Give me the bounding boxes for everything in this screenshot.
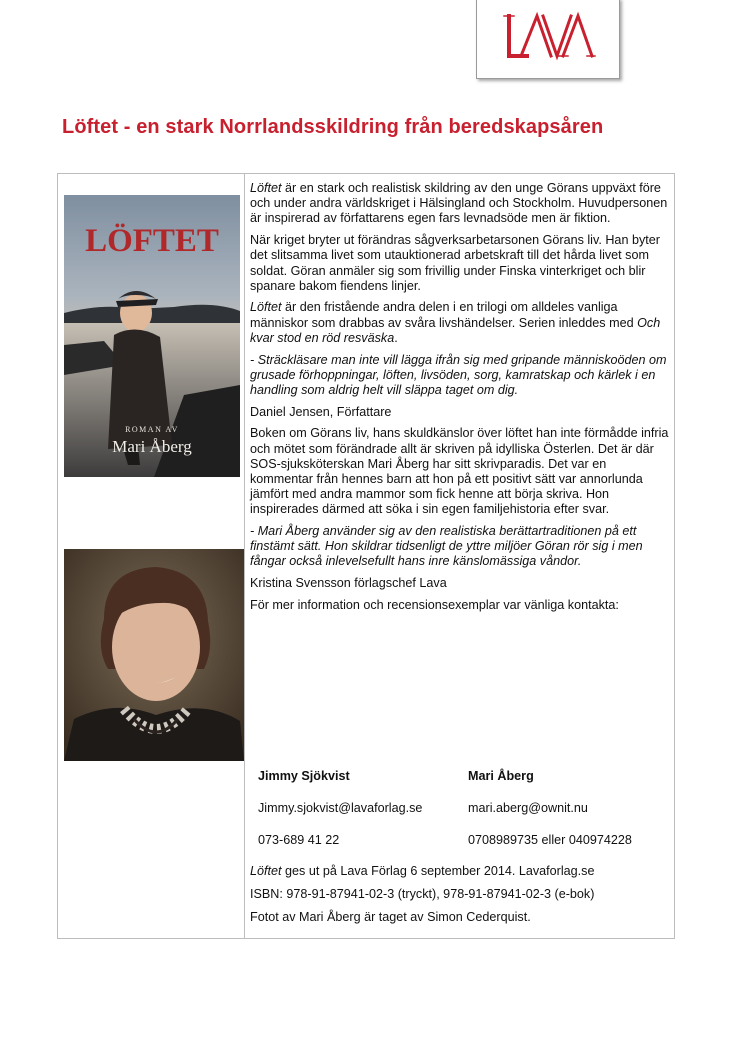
review-quote-2: - Mari Åberg använder sig av den realistiska berättartraditionen på ett finstämt sätt. Hon skildrar tidsenligt de yttre miljöer Göran rör sig i men fångar också inlevelsefullt hans inre känslomässiga våndor. bbox=[250, 524, 643, 569]
isbn-line: ISBN: 978-91-87941-02-3 (tryckt), 978-91-87941-02-3 (e-bok) bbox=[250, 887, 595, 902]
contact-email-left[interactable]: Jimmy.sjokvist@lavaforlag.se bbox=[258, 801, 423, 815]
paragraph-intro: Löftet är en stark och realistisk skildring av den unge Görans uppväxt före och under andra världskriget i Hälsingland och Stockholm. Huvudpersonen är inspirerad av författarens egen fars levnadsöde men är fiktion. bbox=[250, 181, 668, 226]
contact-phone-left: 073-689 41 22 bbox=[258, 833, 340, 847]
release-line: Löftet ges ut på Lava Förlag 6 september 2014. Lavaforlag.se bbox=[250, 864, 595, 878]
author-portrait bbox=[64, 549, 244, 761]
review-author-2: Kristina Svensson förlagschef Lava bbox=[250, 576, 447, 591]
lava-logo-icon bbox=[499, 8, 597, 64]
photo-credit: Fotot av Mari Åberg är taget av Simon Cederquist. bbox=[250, 910, 531, 925]
publisher-logo bbox=[476, 0, 620, 79]
review-author-1: Daniel Jensen, Författare bbox=[250, 404, 392, 419]
column-divider bbox=[244, 174, 245, 938]
contact-name-right: Mari Åberg bbox=[468, 769, 534, 783]
article-text bbox=[250, 181, 672, 620]
paragraph-author: Boken om Görans liv, hans skuldkänslor över löftet han inte förmådde infria och mötet som förändrade allt är skriven på idylliska Österlen. Det är där SOS-sjuksköterskan Mari Åberg har sitt skrivparadis. Det var en kommentar från hennes barn att hon på ett positivt sätt var annorlunda jämfört med andra mammor som fick henne att börja skriva. Hon inspirerades därmed att söka i sin egen familjehistoria efter svar. bbox=[250, 426, 669, 517]
contact-phone-right: 0708989735 eller 040974228 bbox=[468, 833, 632, 847]
svg-text:Mari Åberg: Mari Åberg bbox=[112, 437, 192, 456]
paragraph-war: När kriget bryter ut förändras sågverksarbetarsonen Görans liv. Han byter det slitsamma livet som utauktionerad arbetskraft till det hårda livet som soldat. Göran anmäler sig som frivillig under Finska vinterkriget och blir spanare bakom fiendens linjer. bbox=[250, 233, 660, 293]
release-info bbox=[250, 864, 672, 934]
page-title: Löftet - en stark Norrlandsskildring från beredskapsåren bbox=[62, 116, 604, 138]
book-cover-image bbox=[64, 195, 240, 477]
contact-intro: För mer information och recensionsexemplar var vänliga kontakta: bbox=[250, 597, 619, 612]
svg-text:LÖFTET: LÖFTET bbox=[85, 223, 219, 259]
contact-email-right[interactable]: mari.aberg@ownit.nu bbox=[468, 801, 588, 815]
svg-text:ROMAN AV: ROMAN AV bbox=[125, 425, 179, 434]
contact-name-left: Jimmy Sjökvist bbox=[258, 769, 350, 783]
review-quote-1: - Sträckläsare man inte vill lägga ifrån sig med gripande människoöden om grusade förhoppningar, löften, livsöden, sorg, kamratskap och kärlek i en handling som aldrig helt vill släppa taget om dig. bbox=[250, 352, 667, 397]
content-table bbox=[57, 173, 675, 939]
paragraph-trilogy: Löftet är den fristående andra delen i en trilogi om alldeles vanliga människor som drabbas av svåra livshändelser. Serien inleddes med Och kvar stod en röd resväska. bbox=[250, 300, 661, 345]
